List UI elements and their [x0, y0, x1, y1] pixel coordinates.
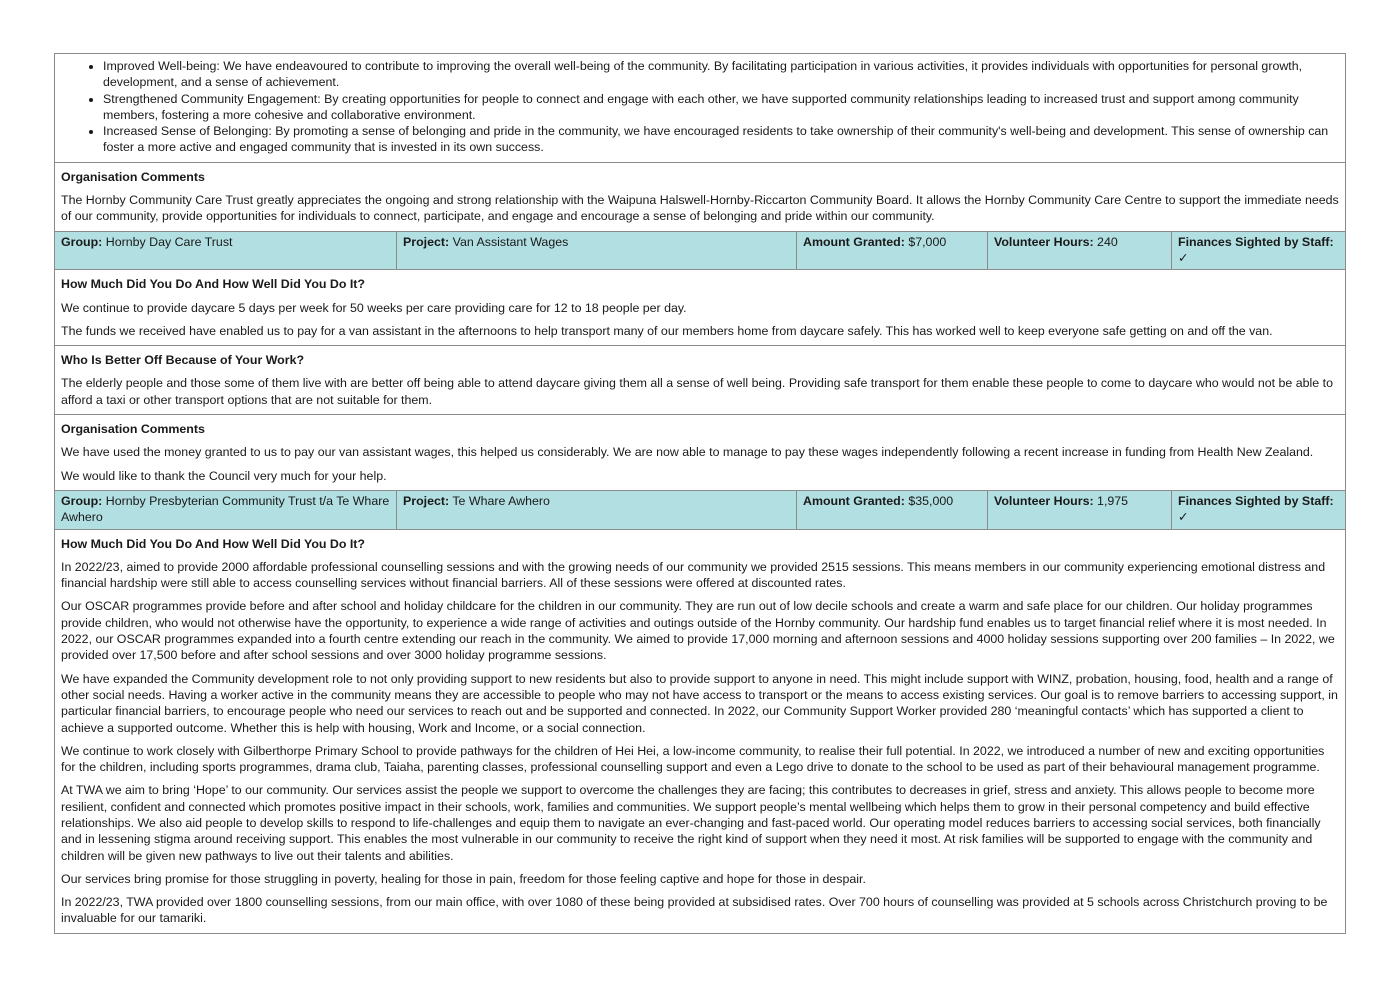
volunteer-cell — [988, 491, 1172, 529]
paragraph: We continue to work closely with Gilberthorpe Primary School to provide pathways for the children of Hei Hei, a low-income community, to realise their full potential. In 2022, we introduced a number of new and exciting opportunities for the children, including sports programmes, drama club, Taiaha, parenting classes, professional counselling support and even a Lego drive to donate to the school to be used as part of their behavioural management programme. — [61, 743, 1325, 775]
project-value: Van Assistant Wages — [452, 234, 569, 249]
group-header-row — [55, 491, 1345, 530]
section-heading: Organisation Comments — [61, 422, 205, 437]
section-heading: Organisation Comments — [61, 169, 205, 184]
group-header-row — [55, 232, 1345, 271]
outcomes-bullets-block — [55, 54, 1345, 163]
volunteer-label: Volunteer Hours: — [994, 234, 1094, 249]
section-heading: How Much Did You Do And How Well Did You Do It? — [61, 277, 366, 292]
how-much-block — [55, 530, 1345, 933]
paragraph: Our OSCAR programmes provide before and after school and holiday childcare for the children in our community. They are run out of low decile schools and create a warm and safe place for our children. Our holiday programmes provide children, who would not otherwise have the opportunity, to experience a wide range of activities and outings outside of the Hornby community. Our hardship fund enables us to target financial relief where it is most needed. In 2022, our OSCAR programmes expanded into a fourth centre extending our reach in the community. We aimed to provide 17,000 morning and afternoon sessions and 4000 holiday sessions supporting over 200 families – In 2022, we provided over 17,500 before and after school sessions and over 3000 holiday programme sessions. — [61, 599, 1335, 663]
group-cell — [55, 232, 397, 270]
volunteer-value: 1,975 — [1097, 493, 1129, 508]
group-label: Group: — [61, 493, 103, 508]
org-comments-block — [55, 415, 1345, 491]
outcome-item: • Strengthened Community Engagement: By creating opportunities for people to connect and engage with each other, we have supported community relationships leading to increased trust and support among community members, fostering a more cohesive and collaborative environment. — [103, 91, 1339, 124]
project-cell — [397, 232, 797, 270]
paragraph: The funds we received have enabled us to pay for a van assistant in the afternoons to help transport many of our members home from daycare safely. This has worked well to keep everyone safe getting on and off the van. — [61, 323, 1273, 338]
amount-cell — [797, 491, 988, 529]
paragraph: The elderly people and those some of them live with are better off being able to attend daycare giving them all a sense of well being. Providing safe transport for them enable these people to come to daycare who would not be able to afford a taxi or other transport options that are not suitable for them. — [61, 376, 1333, 407]
project-cell — [397, 491, 797, 529]
checkmark-icon: ✓ — [1178, 510, 1189, 525]
project-label: Project: — [403, 234, 450, 249]
paragraph: Our services bring promise for those struggling in poverty, healing for those in pain, freedom for those feeling captive and hope for those in despair. — [61, 871, 866, 886]
report-table — [54, 53, 1346, 934]
group-value: Hornby Day Care Trust — [105, 234, 233, 249]
amount-value: $35,000 — [908, 493, 954, 508]
group-cell — [55, 491, 397, 529]
amount-cell — [797, 232, 988, 270]
paragraph: We would like to thank the Council very much for your help. — [61, 468, 387, 483]
paragraph: We have expanded the Community development role to not only providing support to new residents but also to provide support to anyone in need. This might include support with WINZ, probation, housing, food, health and a range of other social needs. Having a worker active in the community means they are accessible to people who may not have access to transport or the means to access existing services. Our goal is to remove barriers to accessing support, in particular financial barriers, to encourage people who need our services to reach out and be supported and connected. In 2022, our Community Support Worker provided 280 ‘meaningful contacts’ which has supported a client to achieve a supported outcome. Whether this is help with housing, Work and Income, or a social connection. — [61, 671, 1338, 735]
volunteer-label: Volunteer Hours: — [994, 493, 1094, 508]
outcome-item: • Increased Sense of Belonging: By promoting a sense of belonging and pride in the community, we have encouraged residents to take ownership of their community's well-being and development. This sense of ownership can foster a more active and engaged community that is invested in its own success. — [103, 123, 1339, 156]
org-comments-block — [55, 163, 1345, 232]
finances-label: Finances Sighted by Staff: — [1178, 493, 1334, 508]
amount-label: Amount Granted: — [803, 493, 905, 508]
outcomes-list — [61, 58, 1339, 156]
checkmark-icon: ✓ — [1178, 250, 1189, 265]
outcome-item: • Improved Well-being: We have endeavoured to contribute to improving the overall well-being of the community. By facilitating participation in various activities, it provides individuals with opportunities for personal growth, development, and a sense of achievement. — [103, 58, 1339, 91]
section-heading: Who Is Better Off Because of Your Work? — [61, 353, 305, 368]
paragraph: In 2022/23, TWA provided over 1800 counselling sessions, from our main office, with over 1080 of these being provided at subsidised rates. Over 700 hours of counselling was provided at 5 schools across Christchurch proving to be invaluable for our tamariki. — [61, 895, 1328, 926]
amount-value: $7,000 — [908, 234, 947, 249]
paragraph: At TWA we aim to bring ‘Hope’ to our community. Our services assist the people we support to overcome the challenges they are facing; this contributes to decreases in grief, stress and anxiety. This allows people to become more resilient, confident and connected which promotes positive impact in their schools, work, families and communities. We support people’s mental wellbeing which helps them to grow in their personal competency and build effective relationships. We also aid people to develop skills to respond to life-challenges and equip them to navigate an ever-changing and fast-paced world. Our operating model reduces barriers to accessing social services, both financially and in lessening stigma around receiving support. This enables the most vulnerable in our community to receive the right kind of support when they need it most. At risk families will be supported to engage with the community and children will be given new pathways to live out their talents and abilities. — [61, 783, 1321, 863]
finances-label: Finances Sighted by Staff: — [1178, 234, 1334, 249]
finances-cell — [1172, 491, 1345, 529]
project-label: Project: — [403, 493, 450, 508]
project-value: Te Whare Awhero — [452, 493, 550, 508]
better-off-block — [55, 346, 1345, 415]
finances-cell — [1172, 232, 1345, 270]
volunteer-value: 240 — [1097, 234, 1118, 249]
how-much-block — [55, 270, 1345, 346]
amount-label: Amount Granted: — [803, 234, 905, 249]
volunteer-cell — [988, 232, 1172, 270]
section-heading: How Much Did You Do And How Well Did You Do It? — [61, 536, 366, 551]
group-value: Hornby Presbyterian Community Trust t/a Te Whare Awhero — [61, 493, 390, 525]
paragraph: We have used the money granted to us to pay our van assistant wages, this helped us considerably. We are now able to manage to pay these wages independently following a recent increase in funding from Health New Zealand. — [61, 445, 1314, 460]
paragraph: In 2022/23, aimed to provide 2000 affordable professional counselling sessions and with the growing needs of our community we provided 2515 sessions. This means members in our community experiencing emotional distress and financial hardship were still able to access counselling services without financial barriers. All of these sessions were offered at discounted rates. — [61, 559, 1326, 591]
group-label: Group: — [61, 234, 103, 249]
paragraph: We continue to provide daycare 5 days per week for 50 weeks per care providing care for 12 to 18 people per day. — [61, 300, 687, 315]
paragraph: The Hornby Community Care Trust greatly appreciates the ongoing and strong relationship with the Waipuna Halswell-Hornby-Riccarton Community Board. It allows the Hornby Community Care Centre to support the immediate needs of our community, provide opportunities for individuals to connect, participate, and engage and encourage a sense of belonging and pride within our community. — [61, 193, 1339, 224]
